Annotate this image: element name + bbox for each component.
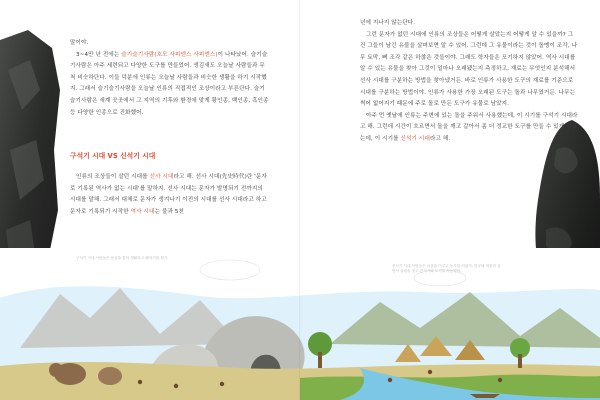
paragraph: 3~4만 년 전에는 슬기슬기사람(호모 사피엔스 사피엔스)이 나타났어. 슬기슬기사람은 아주 세련되고 다양한 도구를 만들었어. 생김새도 오늘날 사람들과 무척 비슷하단다. 이들 덕분에 인류는 오늘날 사람들과 비슷한 생활을 하기 시작했지. 그래서 슬기슬기사람을 오늘날 인류의 직접적인 조상이라고 부른단다. 슬기슬기사람은 세계 곳곳에서 그 지역의 기후와 환경에 맞게 황인종, 백인종, 흑인종 등 다양한 인종으로 진화했어. xyxy=(70,51,269,116)
paragraph: 인류의 조상들이 살던 시대를 선사 시대라고 해. 선사 시대(先史時代)란 '문자로 기록된 역사가 없는 시대'를 말하지. 선사 시대는 문자가 발명되기 전까지의 시대를 말해. 그래서 대체로 문자가 생겨나기 이전의 시대를 선사 시대라고 하고 문자로 기록되기 시작한 역사 시대는 불과 5천 xyxy=(70,174,267,215)
right-page-text xyxy=(360,18,578,146)
highlight: 신석기 시대 xyxy=(400,135,430,142)
section-title: 구석기 시대 VS 신석기 시대 xyxy=(70,152,156,160)
highlight: 선사 시대 xyxy=(149,174,174,180)
paragraph: 아주 먼 옛날에 인류는 주변에 있는 돌을 주워서 사용했는데, 이 시기를 구석기 시대라고 해. 그런데 시간이 흐르면서 돌을 깨고 갈아서 좀 더 정교한 도구를 만들 수 있게 되었는데, 이 시기를 신석기 시대라고 해. xyxy=(360,112,578,142)
right-caption: 신석기 시대 사람들은 마을을 이루고 농사를 지었지. 한곳에 머물러 살면서 움집을 짓고 간석기와 토기를 사용했어. xyxy=(392,264,501,274)
paragraph: 말이야. xyxy=(70,40,89,46)
left-page-text xyxy=(70,38,270,119)
highlight: 슬기슬기사람(호모 사피엔스 사피엔스) xyxy=(121,51,218,58)
left-page-text-2 xyxy=(70,172,270,218)
paragraph: 그런 문자가 없던 시대에 인류의 조상들은 어떻게 살았는지 어떻게 알 수 있을까? 그건 그들이 남긴 유물을 살펴보면 알 수 있어. 그런데 그 유물이라는 것이 돌멩이 조각, 나무 토막, 뼈 조각 같은 하찮은 것들이야. 그래도 학자들은 포기하지 않았어. 역사 시대를 알 수 있는 유물을 찾아 그것이 얼마나 오래됐는지 측정하고, 재료는 무엇인지 분석해서 선사 시대를 구분하는 방법을 찾아냈거든. 바로 인류가 사용한 도구의 재료를 기준으로 시대를 구분하는 방법이야. 인류가 사용한 가장 오래된 도구는 돌과 나무였거든. 나무는 썩어 없어지기 때문에 주로 돌로 만든 도구가 유물로 남았지. xyxy=(360,31,578,108)
page-gutter xyxy=(299,0,301,400)
paragraph: 년에 지나지 않는단다. xyxy=(360,20,416,26)
left-caption: 구석기 시대 사람들은 동굴을 찾아 생활하고 뗀석기를 썼지. xyxy=(76,256,169,260)
highlight: 역사 시대 xyxy=(130,208,155,215)
